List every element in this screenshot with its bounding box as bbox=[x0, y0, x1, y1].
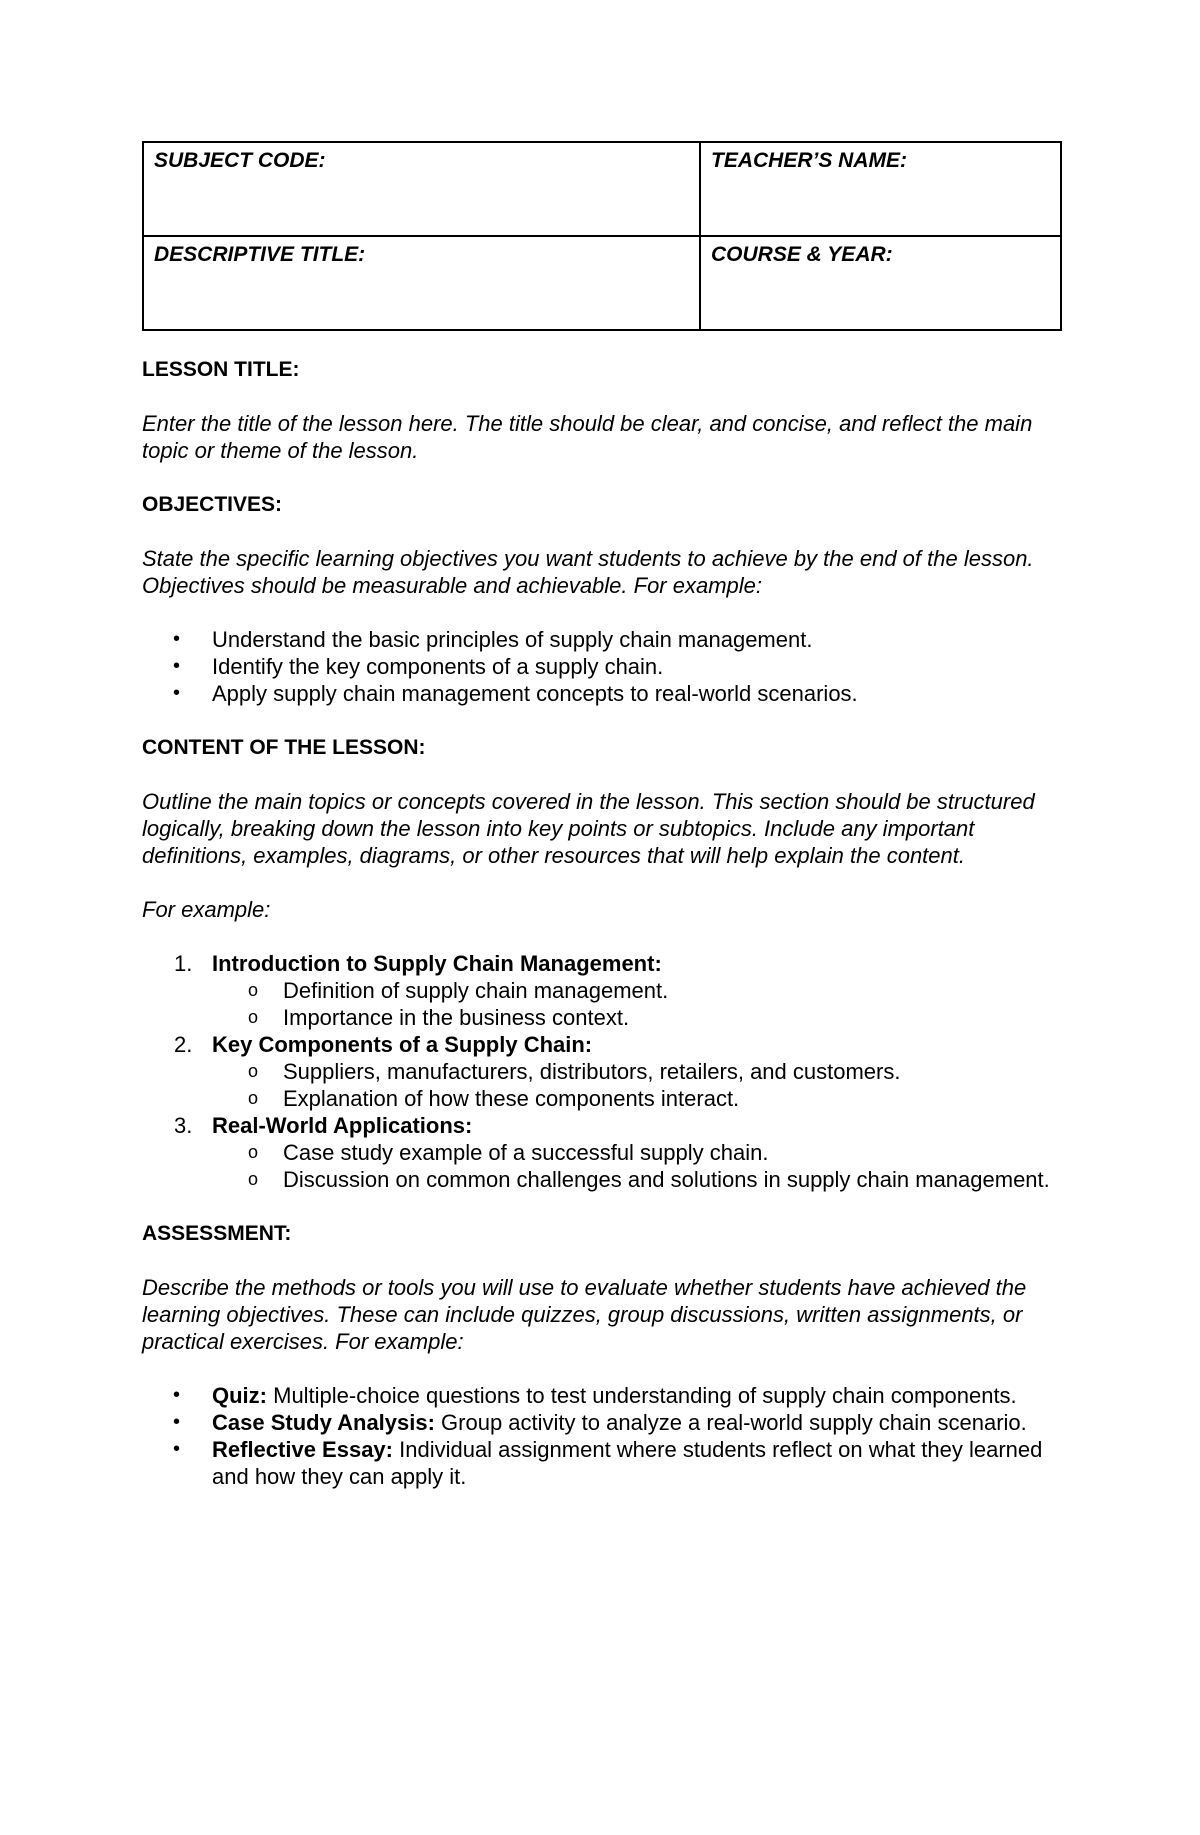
header-table bbox=[142, 141, 1062, 331]
subject-code-cell: SUBJECT CODE: bbox=[143, 142, 700, 236]
course-year-cell: COURSE & YEAR: bbox=[700, 236, 1061, 330]
bullet-marker: • bbox=[173, 1411, 181, 1433]
list-item: o Case study example of a successful supply chain. bbox=[248, 1140, 769, 1165]
list-item: • Quiz: Multiple-choice questions to test understanding of supply chain components. bbox=[173, 1383, 1017, 1408]
sub-list bbox=[212, 1058, 1062, 1112]
list-item: o Explanation of how these components interact. bbox=[248, 1086, 740, 1111]
bullet-marker: • bbox=[173, 1384, 181, 1406]
list-item: 3. Real-World Applications: o Case study example of a successful supply chain. o Discussion on common challenges and solutions in supply chain management. bbox=[142, 1112, 1062, 1193]
list-item: o Definition of supply chain management. bbox=[248, 978, 669, 1003]
sub-list bbox=[212, 1139, 1062, 1193]
lesson-title-text: Enter the title of the lesson here. The title should be clear, and concise, and reflect the main topic or theme of the lesson. bbox=[142, 411, 1033, 463]
descriptive-title-cell: DESCRIPTIVE TITLE: bbox=[143, 236, 700, 330]
content-example-label: For example: bbox=[142, 897, 271, 922]
list-item: o Discussion on common challenges and solutions in supply chain management. bbox=[248, 1167, 1050, 1192]
bullet-marker: • bbox=[173, 655, 181, 677]
sub-list bbox=[212, 977, 1062, 1031]
list-item: • Case Study Analysis: Group activity to analyze a real-world supply chain scenario. bbox=[173, 1410, 1027, 1435]
bullet-marker: • bbox=[173, 1438, 181, 1460]
lesson-title-heading: LESSON TITLE: bbox=[142, 358, 300, 381]
objectives-heading: OBJECTIVES: bbox=[142, 493, 283, 516]
assessment-text: Describe the methods or tools you will use to evaluate whether students have achieved the learning objectives. These can include quizzes, group discussions, written assignments, or practical exercises. For example: bbox=[142, 1275, 1027, 1354]
teachers-name-cell: TEACHER’S NAME: bbox=[700, 142, 1061, 236]
list-item: 1. Introduction to Supply Chain Management: o Definition of supply chain management. o Importance in the business context. bbox=[142, 950, 1062, 1031]
document-page bbox=[142, 141, 1062, 1490]
list-item: • Apply supply chain management concepts to real-world scenarios. bbox=[173, 681, 858, 706]
content-heading: CONTENT OF THE LESSON: bbox=[142, 736, 426, 759]
sub-bullet-marker: o bbox=[248, 1007, 259, 1027]
sub-bullet-marker: o bbox=[248, 1142, 259, 1162]
list-item: • Identify the key components of a supply chain. bbox=[173, 654, 664, 679]
list-item: • Understand the basic principles of supply chain management. bbox=[173, 627, 813, 652]
assessment-heading: ASSESSMENT: bbox=[142, 1222, 292, 1245]
bullet-marker: • bbox=[173, 682, 181, 704]
sub-bullet-marker: o bbox=[248, 1088, 259, 1108]
bullet-marker: • bbox=[173, 628, 181, 650]
objectives-list bbox=[142, 626, 1062, 707]
content-topics-list bbox=[142, 950, 1062, 1193]
list-item: 2. Key Components of a Supply Chain: o Suppliers, manufacturers, distributors, retailers, and customers. o Explanation of how these components interact. bbox=[142, 1031, 1062, 1112]
objectives-text: State the specific learning objectives you want students to achieve by the end of the lesson. Objectives should be measurable and achievable. For example: bbox=[142, 546, 1034, 598]
sub-bullet-marker: o bbox=[248, 1169, 259, 1189]
sub-bullet-marker: o bbox=[248, 1061, 259, 1081]
assessment-list bbox=[142, 1382, 1062, 1490]
list-item: • Reflective Essay: Individual assignment where students reflect on what they learned and how they can apply it. bbox=[173, 1437, 1043, 1489]
content-text: Outline the main topics or concepts covered in the lesson. This section should be structured logically, breaking down the lesson into key points or subtopics. Include any important definitions, examples, diagrams, or other resources that will help explain the content. bbox=[142, 789, 1035, 868]
list-item: o Suppliers, manufacturers, distributors, retailers, and customers. bbox=[248, 1059, 901, 1084]
sub-bullet-marker: o bbox=[248, 980, 259, 1000]
list-item: o Importance in the business context. bbox=[248, 1005, 630, 1030]
